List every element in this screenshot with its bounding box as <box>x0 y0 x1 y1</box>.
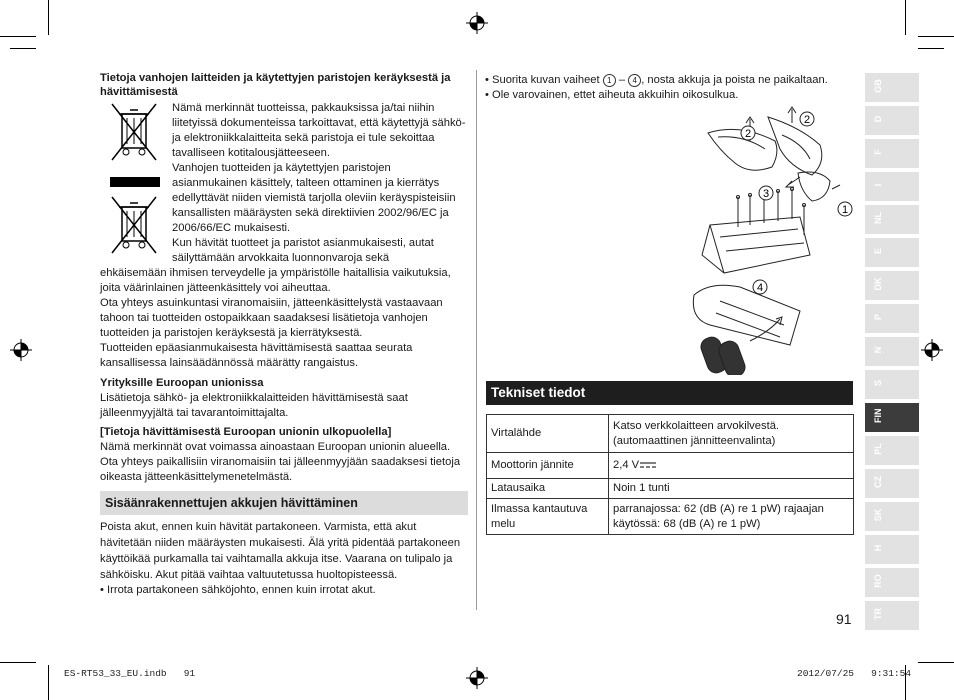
non-eu-text: Nämä merkinnät ovat voimassa ainoastaan Euroopan unionin alueella. Ota yhteys paikallisiin viranomaisiin tai jälleenmyyjään saadaksesi tietoja oikeasta jätteenkäsittelymenetelmästä. <box>100 441 461 483</box>
battery-section-bullet: • Irrota partakoneen sähköjohto, ennen kuin irrotat akut. <box>100 584 376 596</box>
para-2: Ota yhteys asuinkuntasi viranomaisiin, jätteenkäsittelystä vastaavaan tahoon tai tuotteiden ostopaikkaan saadaksesi lisätietoja vanhojen tuotteiden ja paristojen keräyksestä ja kierrätyksestä. <box>100 297 443 339</box>
footer-file-info: ES-RT53_33_EU.indb 91 <box>64 668 196 679</box>
tab-label: RO <box>873 574 883 588</box>
page-number: 91 <box>836 611 852 627</box>
tab-label: E <box>873 248 883 255</box>
tab-label: DK <box>873 277 883 291</box>
tab-label: FIN <box>873 408 883 423</box>
tab-label: NL <box>873 212 883 224</box>
non-eu-heading: [Tietoja hävittämisestä Euroopan unionin ulkopuolella] <box>100 426 392 438</box>
registration-mark-icon <box>466 667 488 689</box>
tab-label: TR <box>873 608 883 620</box>
instruction-pre: • Suorita kuvan vaiheet <box>485 74 603 86</box>
registration-mark-icon <box>10 339 32 361</box>
disposal-title: Tietoja vanhojen laitteiden ja käytettyjen paristojen keräyksestä ja hävittämisestä <box>100 72 451 98</box>
dc-symbol-icon <box>639 461 657 469</box>
diagram-label: 1 <box>841 204 849 216</box>
registration-mark-icon <box>921 339 943 361</box>
spec-label: Ilmassa kantautuva melu <box>487 499 609 535</box>
para-3: Tuotteiden epäasianmukaisesta hävittämisestä saattaa seurata kansallisessa lainsäädännössä määrätty rangaistus. <box>100 342 413 369</box>
crop-mark <box>48 665 49 700</box>
step-circle-icon: 1 <box>603 74 616 87</box>
spec-value: parranajossa: 62 (dB (A) re 1 pW) rajaajan käytössä: 68 (dB (A) re 1 pW) <box>609 499 854 535</box>
diagram-label: 2 <box>744 128 752 140</box>
tab-gb <box>865 73 919 102</box>
tab-p <box>865 304 919 333</box>
para-1: ehkäisemään ihmisen terveydelle ja ympäristölle haitallisia vaikutuksia, joita väärinlainen jätteenkäsittely voi aiheuttaa. <box>100 267 451 294</box>
crop-mark <box>918 36 954 37</box>
spec-value-cell <box>609 453 854 479</box>
instruction-bullet-2: • Ole varovainen, ettet aiheuta akkuihin oikosulkua. <box>485 89 739 101</box>
tab-f <box>865 139 919 168</box>
tech-specs-table <box>486 414 854 535</box>
tab-sk <box>865 502 919 531</box>
bin-underline-bar <box>110 177 160 187</box>
tab-fin <box>865 403 919 432</box>
tab-nl <box>865 205 919 234</box>
bin-text-1: Nämä merkinnät tuotteissa, pakkauksissa ja/tai niihin liitetyissä dokumenteissa tarkoittavat, että käytettyjä sähkö- ja elektroniikkalaitteita sekä paristoja ei tule sekoittaa tavalliseen kotitalousjätteeseen. <box>172 102 466 159</box>
diagram-label: 3 <box>762 188 770 200</box>
footer-timestamp: 2012/07/25 9:31:54 <box>797 668 912 679</box>
tab-cz <box>865 469 919 498</box>
spec-label: Latausaika <box>487 479 609 499</box>
crossed-bin-battery-icon <box>108 193 160 257</box>
crop-mark <box>48 0 49 35</box>
tab-label: H <box>873 544 883 552</box>
shaver-disassembly-diagram <box>680 105 860 375</box>
tab-label: D <box>873 115 883 123</box>
table-row <box>487 499 854 535</box>
registration-mark-icon <box>466 12 488 34</box>
spec-label: Virtalähde <box>487 415 609 453</box>
table-row <box>487 453 854 479</box>
crop-mark <box>918 48 944 49</box>
tab-ro <box>865 568 919 597</box>
tab-dk <box>865 271 919 300</box>
eu-heading: Yrityksille Euroopan unionissa <box>100 377 264 389</box>
column-divider <box>476 70 477 610</box>
tab-e <box>865 238 919 267</box>
tech-specs-title: Tekniset tiedot <box>486 381 853 405</box>
table-row <box>487 415 854 453</box>
battery-section-title <box>100 491 468 515</box>
tab-label: P <box>873 314 883 321</box>
crop-mark <box>918 662 954 663</box>
tab-label: N <box>873 346 883 354</box>
tab-i <box>865 172 919 201</box>
diagram-label: 2 <box>803 114 811 126</box>
tab-label: GB <box>873 79 883 93</box>
battery-section-title-text: Sisäänrakennettujen akkujen hävittäminen <box>105 496 358 510</box>
tab-pl <box>865 436 919 465</box>
instruction-mid: – <box>615 74 629 86</box>
eu-text: Lisätietoja sähkö- ja elektroniikkalaitteiden hävittämisestä saat jälleenmyyjältä tai tavarantoimittajalta. <box>100 392 408 419</box>
crop-mark <box>905 0 906 35</box>
diagram-label: 4 <box>756 282 764 294</box>
spec-label: Moottorin jännite <box>487 453 609 479</box>
tab-label: SK <box>873 508 883 522</box>
tab-label: CZ <box>873 476 883 488</box>
tab-d <box>865 106 919 135</box>
tab-label: F <box>873 149 883 155</box>
crop-mark <box>0 36 36 37</box>
spec-value: Katso verkkolaitteen arvokilvestä. (automaattinen jännitteenvalinta) <box>609 415 854 453</box>
battery-section-text: Poista akut, ennen kuin hävität partakoneen. Varmista, että akut hävitetään niiden määräysten mukaisesti. Älä yritä pidentää partakoneen käyttöikää purkamalla tai vaihtamalla akkuja itse. Vaarana on tulipalo ja sähköisku. Akut pitää vaihtaa valtuutetussa huoltopisteessä. <box>100 521 461 581</box>
tab-tr <box>865 601 919 630</box>
spec-value: Noin 1 tunti <box>609 479 854 499</box>
tab-label: PL <box>873 443 883 455</box>
bin-text-2: Vanhojen tuotteiden ja käytettyjen paristojen asianmukainen käsittely, talteen ottaminen ja kierrätys edellyttävät niiden viemistä tarjolla oleviin keräyspisteisiin kansallisten määräysten sekä direktiivien 2002/96/EC ja 2006/66/EC mukaisesti. <box>172 162 456 234</box>
table-row <box>487 479 854 499</box>
instruction-post: , nosta akkuja ja poista ne paikaltaan. <box>641 74 828 86</box>
instruction-bullet-1 <box>485 73 855 88</box>
bin-text-3: Kun hävität tuotteet ja paristot asianmukaisesti, autat säilyttämään arvokkaita luonnonvaroja sekä <box>172 237 434 264</box>
step-circle-icon: 4 <box>628 74 641 87</box>
tab-n <box>865 337 919 366</box>
crossed-bin-icon <box>108 100 160 164</box>
tab-s <box>865 370 919 399</box>
spec-value: 2,4 V <box>613 459 640 471</box>
crop-mark <box>10 48 36 49</box>
crop-mark <box>0 662 36 663</box>
tab-label: S <box>873 380 883 387</box>
tab-label: I <box>873 183 883 187</box>
tab-h <box>865 535 919 564</box>
